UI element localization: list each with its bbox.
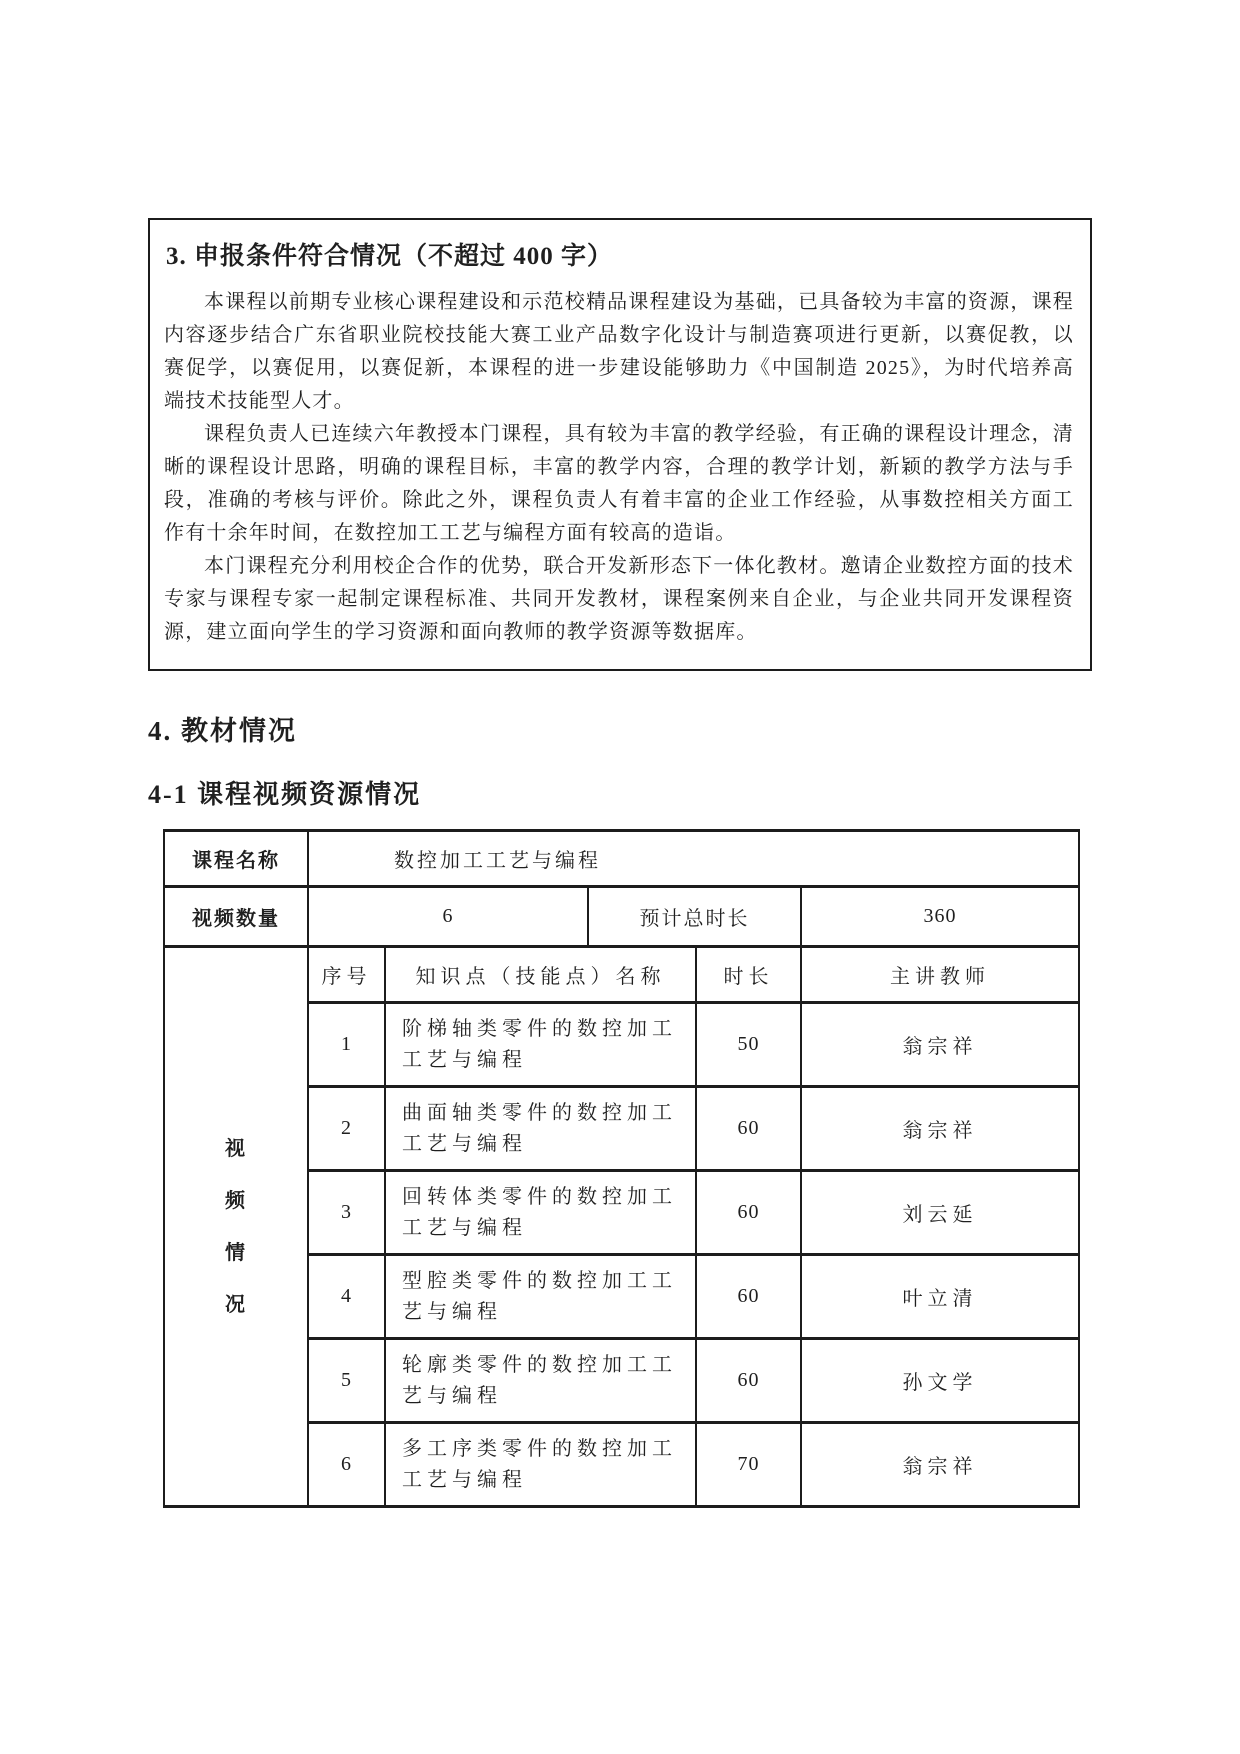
course-name-value: 数控加工工艺与编程 [308, 831, 1079, 887]
row-name: 型腔类零件的数控加工工艺与编程 [385, 1255, 696, 1339]
row-no: 3 [308, 1171, 385, 1255]
row-no: 1 [308, 1003, 385, 1087]
section4-heading: 4. 教材情况 [148, 716, 297, 746]
row-name: 多工序类零件的数控加工工艺与编程 [385, 1423, 696, 1507]
total-duration-label: 预计总时长 [588, 887, 801, 947]
table-row-video-meta [164, 887, 1079, 947]
course-name-label: 课程名称 [164, 831, 308, 887]
video-info-label: 视频情况 [164, 947, 308, 1507]
row-duration: 60 [696, 1171, 801, 1255]
total-duration-value: 360 [801, 887, 1079, 947]
section4-subheading: 4-1 课程视频资源情况 [148, 780, 422, 809]
table-row-course-name [164, 831, 1079, 887]
row-name: 阶梯轴类零件的数控加工工艺与编程 [385, 1003, 696, 1087]
row-no: 2 [308, 1087, 385, 1171]
row-teacher: 翁宗祥 [801, 1087, 1079, 1171]
row-teacher: 翁宗祥 [801, 1423, 1079, 1507]
section3-paragraph-2: 课程负责人已连续六年教授本门课程，具有较为丰富的教学经验，有正确的课程设计理念，清晰的课程设计思路，明确的课程目标，丰富的教学内容，合理的教学计划，新颖的教学方法与手段，准确的考核与评价。除此之外，课程负责人有着丰富的企业工作经验，从事数控相关方面工作有十余年时间，在数控加工工艺与编程方面有较高的造诣。 [164, 423, 1074, 544]
row-name: 回转体类零件的数控加工工艺与编程 [385, 1171, 696, 1255]
section3-paragraph-1: 本课程以前期专业核心课程建设和示范校精品课程建设为基础，已具备较为丰富的资源，课程内容逐步结合广东省职业院校技能大赛工业产品数字化设计与制造赛项进行更新，以赛促教，以赛促学，以赛促用，以赛促新，本课程的进一步建设能够助力《中国制造 2025》，为时代培养高端技术技能型人才。 [164, 291, 1074, 412]
row-no: 5 [308, 1339, 385, 1423]
video-resource-table [163, 829, 1080, 1508]
row-duration: 60 [696, 1087, 801, 1171]
section3-heading: 3. 申报条件符合情况（不超过 400 字） [166, 243, 614, 270]
page-content [148, 218, 1092, 1508]
row-no: 4 [308, 1255, 385, 1339]
row-teacher: 叶立清 [801, 1255, 1079, 1339]
column-header-teacher: 主讲教师 [801, 947, 1079, 1003]
row-name: 曲面轴类零件的数控加工工艺与编程 [385, 1087, 696, 1171]
row-teacher: 刘云延 [801, 1171, 1079, 1255]
row-duration: 60 [696, 1255, 801, 1339]
column-header-no: 序号 [308, 947, 385, 1003]
column-header-name: 知识点（技能点）名称 [385, 947, 696, 1003]
row-name: 轮廓类零件的数控加工工艺与编程 [385, 1339, 696, 1423]
table-header-row [164, 947, 1079, 1003]
row-duration: 70 [696, 1423, 801, 1507]
section3-paragraph-3: 本门课程充分利用校企合作的优势，联合开发新形态下一体化教材。邀请企业数控方面的技术专家与课程专家一起制定课程标准、共同开发教材，课程案例来自企业，与企业共同开发课程资源，建立面向学生的学习资源和面向教师的教学资源等数据库。 [164, 555, 1074, 643]
section3-box [148, 218, 1092, 671]
video-count-label: 视频数量 [164, 887, 308, 947]
video-count-value: 6 [308, 887, 588, 947]
row-duration: 50 [696, 1003, 801, 1087]
row-duration: 60 [696, 1339, 801, 1423]
row-teacher: 孙文学 [801, 1339, 1079, 1423]
row-teacher: 翁宗祥 [801, 1003, 1079, 1087]
column-header-duration: 时长 [696, 947, 801, 1003]
row-no: 6 [308, 1423, 385, 1507]
